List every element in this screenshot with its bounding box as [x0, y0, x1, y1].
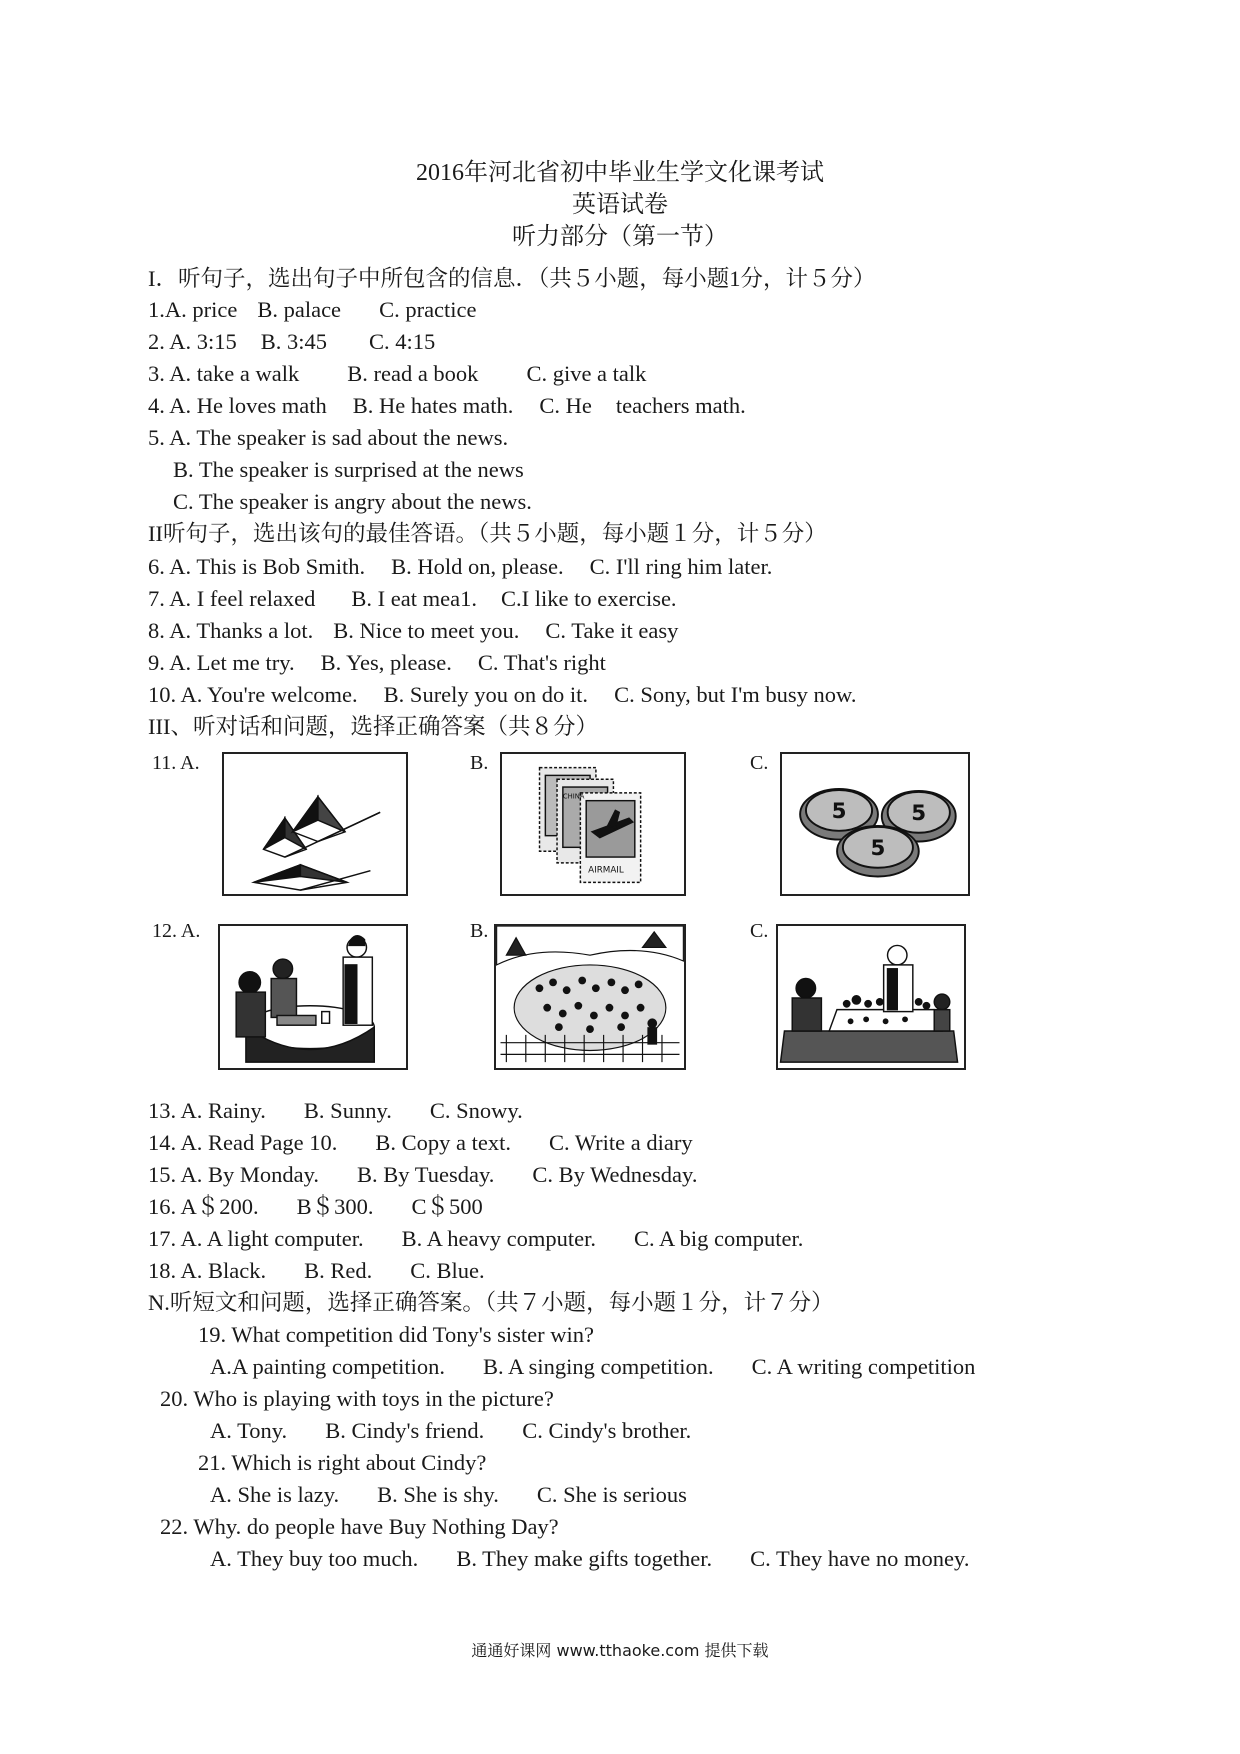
answer-option: 3. A. take a walk: [148, 361, 300, 386]
answer-option: C. practice: [379, 297, 477, 322]
answer-option: A. They buy too much.: [210, 1546, 419, 1571]
answer-option: B＄300.: [296, 1194, 374, 1219]
question-line: [148, 1224, 803, 1254]
answer-option: C.I like to exercise.: [501, 586, 677, 611]
answer-option: B. A singing competition.: [482, 1354, 714, 1379]
restaurant-drawing: [220, 926, 406, 1068]
answer-option: B. They make gifts together.: [456, 1546, 713, 1571]
answer-option: B. Surely you on do it.: [383, 682, 589, 707]
answer-option: C. A big computer.: [634, 1226, 804, 1251]
answer-option: C. Sony, but I'm busy now.: [614, 682, 857, 707]
question-line: B. The speaker is surprised at the news: [173, 457, 524, 482]
answer-option: B. Sunny.: [303, 1098, 392, 1123]
answer-option: 6. A. This is Bob Smith.: [148, 554, 366, 579]
question-line: [148, 552, 772, 582]
kites-picture: [222, 752, 408, 896]
question-line: 22. Why. do people have Buy Nothing Day?: [160, 1514, 559, 1539]
answer-option: C. I'll ring him later.: [589, 554, 773, 579]
answer-option: teachers math.: [615, 393, 746, 418]
question-line: [210, 1352, 975, 1382]
question-line: [210, 1480, 687, 1510]
question-line: [148, 616, 678, 646]
answer-option: B. A heavy computer.: [401, 1226, 596, 1251]
answer-option: C. Snowy.: [429, 1098, 523, 1123]
question-line: I．听句子，选出句子中所包含的信息．（共５小题，每小题1分，计５分）: [148, 266, 876, 291]
answer-option: 18. A. Black.: [148, 1258, 267, 1283]
answer-option: B. By Tuesday.: [357, 1162, 495, 1187]
question-line: [148, 359, 646, 389]
coin-value-3: 5: [870, 836, 886, 862]
answer-option: C. 4:15: [369, 329, 436, 354]
question-line: [148, 327, 435, 357]
question-line: III、听对话和问题，选择正确答案（共８分）: [148, 714, 598, 739]
market-stall-drawing: [778, 926, 964, 1068]
question-line: C. The speaker is angry about the news.: [173, 489, 532, 514]
answer-option: C. That's right: [477, 650, 606, 675]
section-part: 听力部分（第一节）: [512, 224, 728, 250]
answer-option: C. Cindy's brother.: [522, 1418, 692, 1443]
coins-picture: [780, 752, 970, 896]
answer-option: C. Write a diary: [548, 1130, 693, 1155]
question-line: [148, 295, 477, 325]
answer-option: 9. A. Let me try.: [148, 650, 295, 675]
answer-option: 7. A. I feel relaxed: [148, 586, 316, 611]
answer-option: C. She is serious: [536, 1482, 687, 1507]
answer-option: A.A painting competition.: [210, 1354, 445, 1379]
question-line: [210, 1416, 691, 1446]
answer-option: B. Hold on, please.: [391, 554, 564, 579]
answer-option: C. A writing competition: [751, 1354, 976, 1379]
answer-option: B. 3:45: [260, 329, 328, 354]
answer-option: B. Cindy's friend.: [325, 1418, 485, 1443]
kites-drawing: [224, 754, 406, 894]
answer-option: C. give a talk: [526, 361, 647, 386]
answer-option: B. I eat mea1.: [351, 586, 477, 611]
question-line: N.听短文和问题，选择正确答案。（共７小题，每小题１分，计７分）: [148, 1290, 834, 1315]
question-line: [148, 1128, 693, 1158]
question-line: [148, 391, 746, 421]
q12-label-b: B.: [470, 920, 489, 942]
answer-option: C. He: [539, 393, 592, 418]
answer-option: A. She is lazy.: [210, 1482, 340, 1507]
answer-option: 8. A. Thanks a lot.: [148, 618, 314, 643]
question-line: II听句子，选出该句的最佳答语。（共５小题，每小题１分，计５分）: [148, 521, 827, 546]
q11-label-b: B.: [470, 752, 489, 774]
answer-option: 15. A. By Monday.: [148, 1162, 320, 1187]
answer-option: 1.A. price: [148, 297, 238, 322]
market-stall-picture: [776, 924, 966, 1070]
question-line: 20. Who is playing with toys in the picture?: [160, 1386, 554, 1411]
answer-option: B. She is shy.: [377, 1482, 499, 1507]
question-line: [148, 648, 606, 678]
answer-option: 17. A. A light computer.: [148, 1226, 364, 1251]
question-line: [148, 1256, 485, 1286]
q11-label-c: C.: [750, 752, 769, 774]
answer-option: C. Blue.: [410, 1258, 485, 1283]
answer-option: 13. A. Rainy.: [148, 1098, 266, 1123]
answer-option: C＄500: [411, 1194, 483, 1219]
answer-option: B. read a book: [347, 361, 479, 386]
answer-option: B. He hates math.: [352, 393, 514, 418]
question-line: [210, 1544, 969, 1574]
answer-option: 16. A＄200.: [148, 1194, 259, 1219]
question-line: [148, 584, 677, 614]
answer-option: B. palace: [257, 297, 342, 322]
answer-option: 14. A. Read Page 10.: [148, 1130, 338, 1155]
answer-option: 4. A. He loves math: [148, 393, 327, 418]
answer-option: A. Tony.: [210, 1418, 288, 1443]
stamps-picture: [500, 752, 686, 896]
park-crowd-drawing: [496, 926, 684, 1068]
question-line: 5. A. The speaker is sad about the news.: [148, 425, 509, 450]
coin-value-1: 5: [831, 799, 847, 825]
question-line: [148, 680, 856, 710]
answer-option: B. Red.: [304, 1258, 373, 1283]
answer-option: 10. A. You're welcome.: [148, 682, 358, 707]
restaurant-picture: [218, 924, 408, 1070]
question-line: [148, 1192, 483, 1222]
question-line: 19. What competition did Tony's sister win?: [198, 1322, 594, 1347]
q12-label-a: 12. A.: [152, 920, 201, 942]
question-line: [148, 1096, 523, 1126]
answer-option: B. Copy a text.: [375, 1130, 511, 1155]
question-line: [148, 1160, 697, 1190]
coin-value-2: 5: [911, 801, 927, 827]
footer-source: 通通好课网 www.tthaoke.com 提供下载: [471, 1641, 769, 1660]
exam-title: 2016年河北省初中毕业生学文化课考试: [416, 160, 824, 186]
stamp-country: CHINA: [562, 792, 585, 801]
answer-option: C. They have no money.: [750, 1546, 970, 1571]
coins-drawing: [782, 754, 968, 894]
exam-subtitle: 英语试卷: [572, 192, 668, 218]
park-crowd-picture: [494, 924, 686, 1070]
q11-label-a: 11. A.: [152, 752, 200, 774]
question-line: 21. Which is right about Cindy?: [198, 1450, 487, 1475]
answer-option: 2. A. 3:15: [148, 329, 237, 354]
answer-option: C. By Wednesday.: [532, 1162, 698, 1187]
stamps-drawing: [502, 754, 684, 894]
answer-option: B. Yes, please.: [320, 650, 452, 675]
answer-option: B. Nice to meet you.: [333, 618, 520, 643]
answer-option: C. Take it easy: [545, 618, 679, 643]
stamp-airmail: AIRMAIL: [588, 865, 624, 876]
q12-label-c: C.: [750, 920, 769, 942]
